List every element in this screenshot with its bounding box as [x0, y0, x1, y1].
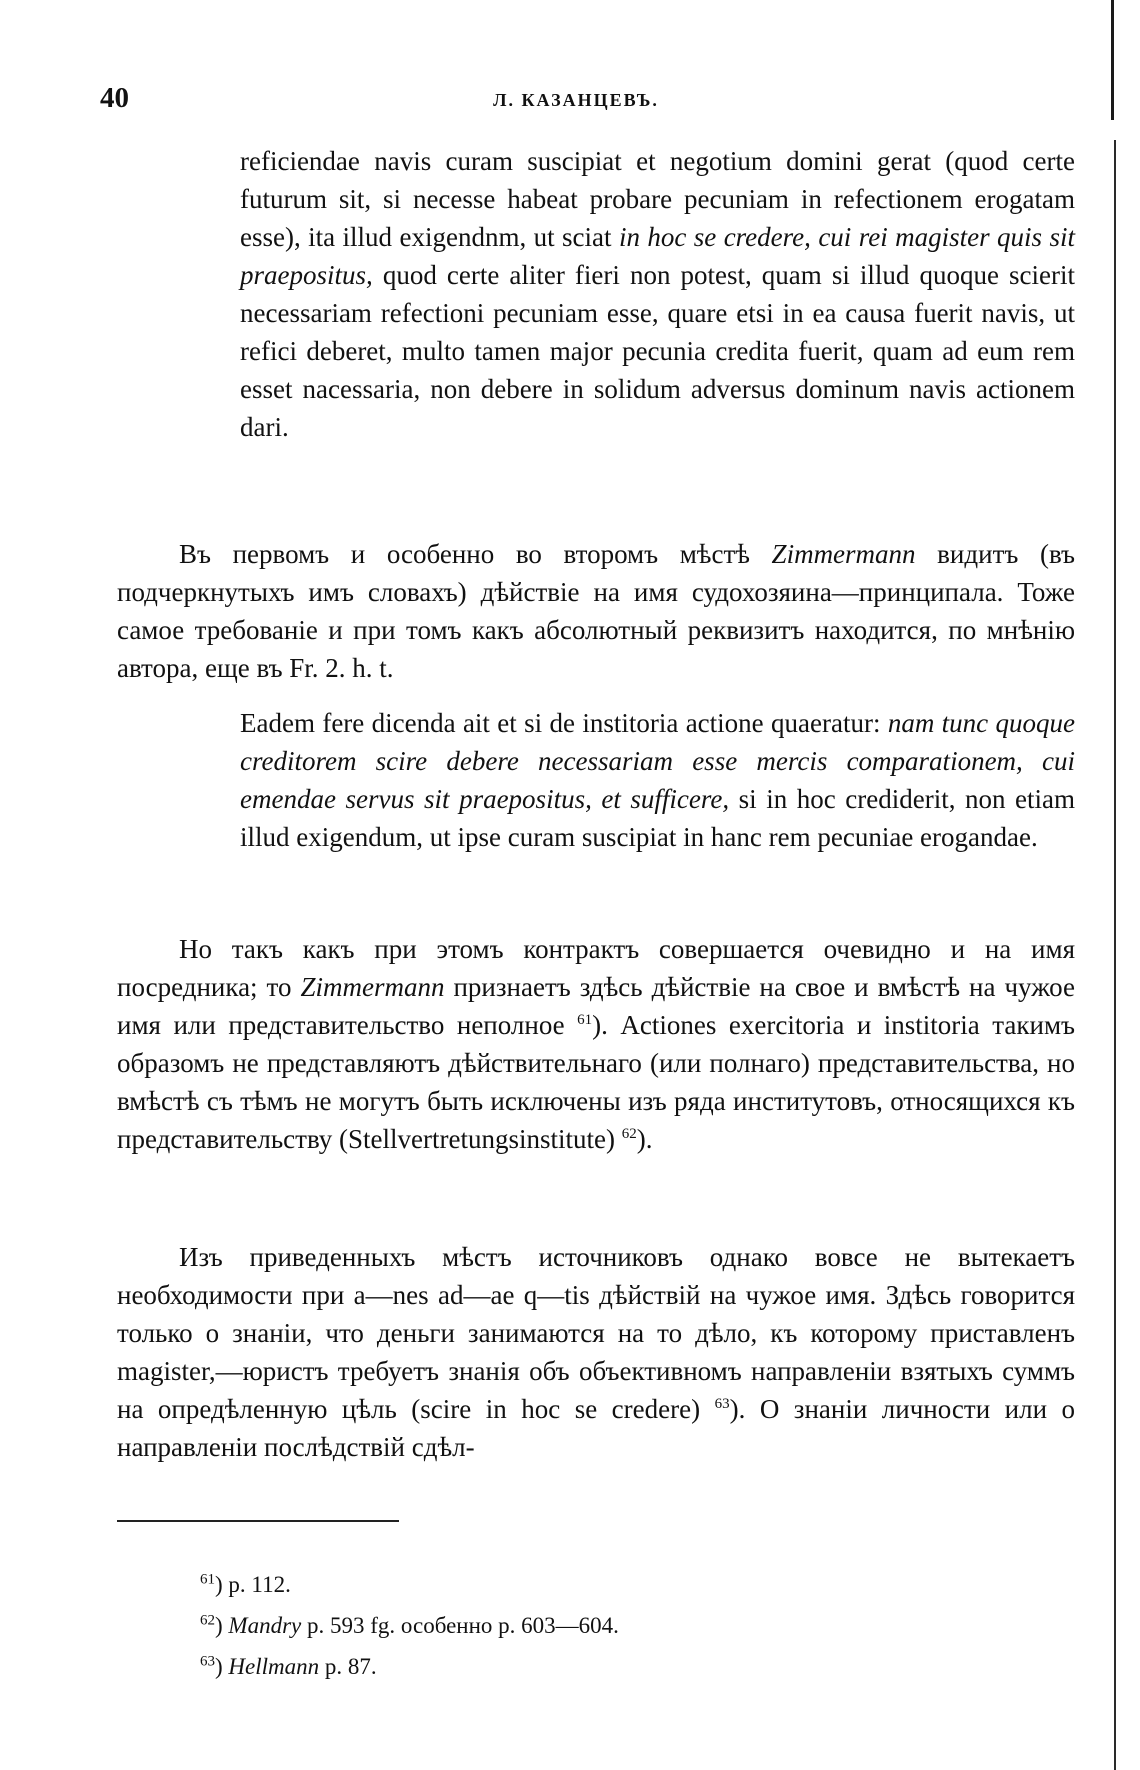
para2-text: Но такъ какъ при этомъ контрактъ совершается очевидно и на имя посредника; то	[117, 934, 1075, 1002]
footnote-author: Mandry	[228, 1613, 302, 1638]
running-head: Л. КАЗАНЦЕВЪ.	[493, 90, 659, 110]
para1-text: Въ первомъ и особенно во второмъ мѣстѣ	[179, 539, 772, 569]
footnotes	[200, 1564, 1000, 1687]
latin-quotation-1	[240, 142, 1075, 446]
footnote-63: $^{63}$) Hellmann p. 87.	[200, 1653, 377, 1679]
quote1-italic: in hoc se credere, cui rei magister quis sit praepositus,	[240, 222, 1075, 290]
footnote-author: Hellmann	[228, 1654, 320, 1679]
quote1-text: reficiendae navis curam suscipiat et negotium domini gerat (quod certe futurum sit, si necesse habeat probare pecuniam in refectionem erogatam esse), ita illud exigendnm, ut sciat	[240, 146, 1075, 252]
quote2-text: Eadem fere dicenda ait et si de institoria actione quaeratur:	[240, 708, 888, 738]
para1-text-cont: видитъ (въ подчеркнутыхъ имъ словахъ) дѣйствіе на имя судохозяина—принципала. Тоже самое требованіе и при томъ какъ абсолютный реквизитъ находится, по мнѣнію автора, еще въ Fr. 2. h. t.	[117, 539, 1075, 683]
para2-author: Zimmermann	[300, 972, 445, 1002]
footnote-divider	[117, 1520, 399, 1522]
page-number: 40	[100, 82, 129, 114]
para2-text-end: ).	[636, 1124, 653, 1154]
footnote-number: 63	[200, 1653, 215, 1670]
quote1-text-cont: quod certe aliter fieri non potest, quam si illud quoque scierit necessariam refectioni pecuniam esse, quare etsi in ea causa fuerit navis, ut refici deberet, multo tamen major pecunia credita fuerit, quam ad eum rem esset nacessaria, non debere in solidum adversus dominum navis actionem dari.	[240, 260, 1075, 442]
footnote-ref-61[interactable]: 61	[577, 1012, 593, 1028]
quote2-text-cont: si in hoc crediderit, non etiam illud exigendum, ut ipse curam suscipiat in hanc rem pecuniae erogandae.	[240, 784, 1075, 852]
quote2-italic: nam tunc quoque creditorem scire debere necessariam esse mercis comparationem, cui emendae servus sit praepositus, et sufficere,	[240, 708, 1075, 814]
page-header	[100, 82, 1052, 116]
footnote-61: $^{61}$) p. 112.	[200, 1571, 291, 1597]
footnote-62: $^{62}$) Mandry p. 593 fg. особенно p. 603—604.	[200, 1612, 619, 1638]
footnote-number: 62	[200, 1612, 215, 1629]
footnote-text: p. 593 fg. особенно p. 603—604.	[307, 1613, 619, 1638]
footnote-text: p. 112.	[228, 1572, 291, 1597]
para2-text-cont2: ). Actiones exercitoria и institoria такимъ образомъ не представляютъ дѣйствительнаго (или полнаго) представительства, но вмѣстѣ съ тѣмъ не могутъ быть исключены изъ ряда институтовъ, относящихся къ представительству (Stellvertretungsinstitute)	[117, 1010, 1075, 1154]
latin-quotation-2	[240, 704, 1075, 856]
paragraph-3	[117, 1238, 1075, 1466]
footnote-ref-63[interactable]: 63	[714, 1396, 730, 1412]
paragraph-1	[117, 535, 1075, 687]
scan-border-right	[1114, 140, 1116, 1770]
para1-author: Zimmermann	[771, 539, 916, 569]
footnote-text: p. 87.	[324, 1654, 377, 1679]
footnote-ref-62[interactable]: 62	[621, 1126, 637, 1142]
footnote-number: 61	[200, 1571, 215, 1588]
paragraph-2	[117, 930, 1075, 1158]
scan-border-top	[1111, 0, 1114, 120]
para2-text-cont: признаетъ здѣсь дѣйствіе на свое и вмѣстѣ на чужое имя или представительство неполное	[117, 972, 1075, 1040]
para3-text: Изъ приведенныхъ мѣстъ источниковъ однако вовсе не вытекаетъ необходимости при a—nes ad—ae q—tis дѣйствій на чужое имя. Здѣсь говорится только о знаніи, что деньги занимаются на то дѣло, къ которому приставленъ magister,—юристъ требуетъ знанія объ объективномъ направленіи взятыхъ суммъ на опредѣленную цѣль (scire in hoc se credere)	[117, 1242, 1075, 1424]
para3-text-cont: ). О знаніи личности или о направленіи послѣдствій сдѣл-	[117, 1394, 1075, 1462]
